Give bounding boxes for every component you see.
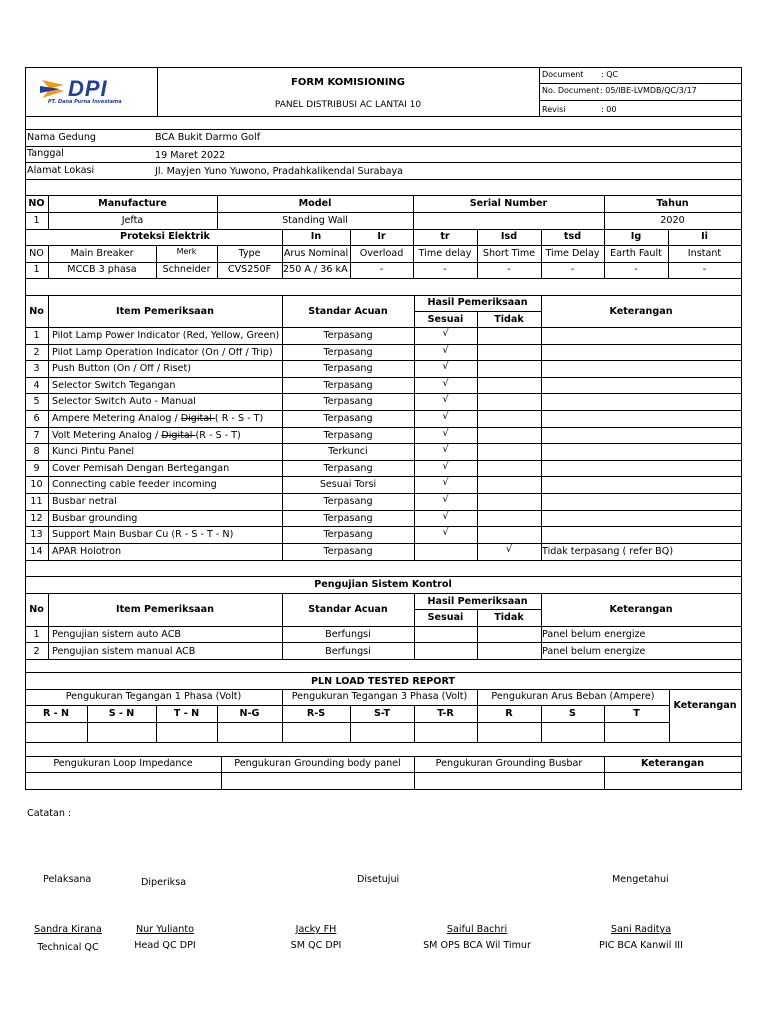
insp-row-no: 10 bbox=[30, 479, 43, 490]
insp-row-sesuai: √ bbox=[442, 511, 449, 522]
sub-header-time-delay-2: Time Delay bbox=[545, 248, 600, 259]
sig-role-diperiksa: Diperiksa bbox=[141, 877, 187, 888]
insp-row-standar: Terpasang bbox=[323, 513, 373, 524]
insp-row-item: APAR Holotron bbox=[52, 547, 122, 557]
insp-row-no: 5 bbox=[33, 396, 40, 407]
sub-row-instant: - bbox=[702, 264, 707, 275]
sig-title-3: SM QC DPI bbox=[290, 940, 342, 951]
insp-header-item: Item Pemeriksaan bbox=[116, 306, 214, 317]
insp-row-no: 9 bbox=[33, 463, 40, 474]
revisi-value: : 00 bbox=[601, 105, 617, 114]
ctrl-header-keterangan: Keterangan bbox=[609, 604, 673, 615]
sub-row-main-breaker: MCCB 3 phasa bbox=[67, 264, 137, 275]
insp-header-hasil: Hasil Pemeriksaan bbox=[427, 297, 528, 308]
insp-row-item: Kunci Pintu Panel bbox=[52, 447, 135, 457]
insp-row-item: Busbar grounding bbox=[52, 514, 138, 524]
insp-row-sesuai: √ bbox=[442, 527, 449, 538]
sub-row-time-delay-2: - bbox=[570, 264, 575, 275]
sub-header-short-time: Short Time bbox=[482, 248, 536, 259]
row-divider bbox=[25, 493, 742, 494]
insp-row-item: Connecting cable feeder incoming bbox=[52, 480, 217, 490]
pln-grounding-busbar: Pengukuran Grounding Busbar bbox=[435, 758, 583, 769]
prot-col-tr: tr bbox=[440, 231, 450, 242]
sig-name-3: Jacky FH bbox=[295, 924, 337, 935]
sig-name-2: Nur Yulianto bbox=[135, 924, 194, 935]
control-title: Pengujian Sistem Kontrol bbox=[314, 579, 452, 590]
insp-row-standar: Terpasang bbox=[323, 463, 373, 474]
pln-loop-impedance: Pengukuran Loop Impedance bbox=[53, 758, 193, 769]
ctrl-row-1-ket: Panel belum energize bbox=[542, 629, 646, 640]
insp-header-tidak: Tidak bbox=[494, 314, 524, 325]
insp-row-item: Cover Pemisah Dengan Bertegangan bbox=[52, 464, 230, 474]
ctrl-row-2-item: Pengujian sistem manual ACB bbox=[52, 646, 196, 657]
eq-header-serial: Serial Number bbox=[469, 198, 548, 209]
sub-header-earth-fault: Earth Fault bbox=[610, 248, 662, 259]
item-text-end: ( R - S - T) bbox=[214, 414, 264, 424]
pln-col-t-r: T-R bbox=[437, 708, 454, 719]
insp-row-standar: Terpasang bbox=[323, 347, 373, 358]
insp-row-sesuai: √ bbox=[442, 411, 449, 422]
prot-col-isd: Isd bbox=[500, 231, 518, 242]
insp-row-item: Busbar netral bbox=[52, 497, 117, 507]
ctrl-header-sesuai: Sesuai bbox=[427, 612, 464, 623]
pln-group-3phase: Pengukuran Tegangan 3 Phasa (Volt) bbox=[291, 691, 468, 702]
logo-text: DPI bbox=[68, 76, 108, 101]
pln-keterangan: Keterangan bbox=[673, 700, 737, 711]
sub-header-overload: Overload bbox=[359, 248, 404, 259]
prot-col-ir: Ir bbox=[377, 231, 386, 242]
nama-gedung-value: BCA Bukit Darmo Golf bbox=[155, 132, 261, 143]
insp-row-item: Pilot Lamp Power Indicator (Red, Yellow, Green) bbox=[52, 331, 280, 341]
tanggal-label: Tanggal bbox=[27, 148, 64, 159]
sig-name-4: Saiful Bachri bbox=[446, 924, 508, 935]
sig-role-pelaksana: Pelaksana bbox=[43, 874, 92, 885]
form-subtitle: PANEL DISTRIBUSI AC LANTAI 10 bbox=[274, 100, 422, 110]
ctrl-row-2-no: 2 bbox=[33, 646, 40, 657]
insp-row-item: Pilot Lamp Operation Indicator (On / Off / Trip) bbox=[52, 348, 273, 358]
sub-row-no: 1 bbox=[33, 264, 40, 275]
insp-row-sesuai: √ bbox=[442, 328, 449, 339]
insp-row-no: 14 bbox=[30, 546, 43, 557]
insp-row-sesuai: √ bbox=[442, 477, 449, 488]
insp-row-no: 1 bbox=[33, 330, 40, 341]
sig-name-1: Sandra Kirana bbox=[34, 924, 102, 935]
pln-grounding-body: Pengukuran Grounding body panel bbox=[234, 758, 401, 769]
insp-row-standar: Terpasang bbox=[323, 413, 373, 424]
sig-title-4: SM OPS BCA Wil Timur bbox=[423, 940, 531, 951]
eq-row-model: Standing Wall bbox=[282, 215, 348, 226]
insp-row-standar: Terpasang bbox=[323, 380, 373, 391]
insp-row-item bbox=[52, 431, 281, 441]
insp-header-keterangan: Keterangan bbox=[609, 306, 673, 317]
pln-col-r-s: R-S bbox=[306, 708, 326, 719]
tanggal-value: 19 Maret 2022 bbox=[155, 150, 226, 161]
insp-row-no: 8 bbox=[33, 446, 40, 457]
insp-row-item: Support Main Busbar Cu (R - S - T - N) bbox=[52, 530, 234, 540]
insp-row-sesuai: √ bbox=[442, 461, 449, 472]
ctrl-header-tidak: Tidak bbox=[494, 612, 524, 623]
insp-header-sesuai: Sesuai bbox=[427, 314, 464, 325]
sub-row-short-time: - bbox=[507, 264, 511, 275]
insp-row-no: 2 bbox=[33, 347, 40, 358]
insp-row-no: 12 bbox=[30, 513, 43, 524]
insp-row-no: 13 bbox=[30, 529, 43, 540]
sub-row-arus-nominal: 250 A / 36 kA bbox=[283, 265, 348, 275]
insp-row-tidak: √ bbox=[505, 544, 513, 555]
insp-row-item: Selector Switch Auto - Manual bbox=[52, 397, 196, 407]
item-struck-text: Digital bbox=[180, 414, 215, 424]
eq-header-model: Model bbox=[298, 198, 332, 209]
row-divider bbox=[25, 460, 742, 461]
alamat-label: Alamat Lokasi bbox=[27, 165, 95, 176]
pln-col-s-n: S - N bbox=[108, 708, 135, 719]
prot-col-in: In bbox=[310, 231, 322, 242]
protection-title: Proteksi Elektrik bbox=[120, 231, 210, 242]
ctrl-header-no: No bbox=[29, 604, 44, 615]
no-document-value: : 05/IBE-LVMDB/QC/3/17 bbox=[600, 86, 697, 95]
ctrl-row-1-standar: Berfungsi bbox=[325, 629, 371, 640]
pln-group-arus: Pengukuran Arus Beban (Ampere) bbox=[491, 691, 655, 702]
document-value: : QC bbox=[601, 70, 619, 79]
insp-row-sesuai: √ bbox=[442, 361, 449, 372]
prot-col-ig: Ig bbox=[630, 231, 642, 242]
logo-subtext: PT. Dana Purna Investama bbox=[48, 99, 122, 105]
catatan-label: Catatan : bbox=[27, 808, 72, 819]
revisi-label: Revisi bbox=[542, 105, 566, 114]
eq-header-tahun: Tahun bbox=[656, 198, 689, 209]
insp-row-item: Push Button (On / Off / Riset) bbox=[52, 364, 191, 374]
sub-row-earth-fault: - bbox=[634, 264, 638, 275]
ctrl-header-standar: Standar Acuan bbox=[308, 604, 388, 615]
eq-row-tahun: 2020 bbox=[660, 215, 685, 226]
ctrl-header-hasil: Hasil Pemeriksaan bbox=[427, 596, 528, 607]
eq-header-no: NO bbox=[28, 198, 45, 209]
insp-row-sesuai: √ bbox=[442, 428, 449, 439]
pln-col-r: R bbox=[505, 708, 513, 719]
pln-col-t-n: T - N bbox=[173, 708, 200, 719]
insp-row-no: 3 bbox=[33, 363, 40, 374]
insp-row-standar: Terpasang bbox=[323, 430, 373, 441]
sig-role-mengetahui: Mengetahui bbox=[612, 874, 669, 885]
sig-title-1: Technical QC bbox=[37, 942, 99, 953]
ctrl-header-item: Item Pemeriksaan bbox=[116, 604, 214, 615]
insp-row-standar: Sesuai Torsi bbox=[319, 479, 377, 490]
row-divider bbox=[25, 443, 742, 444]
pln-col-t: T bbox=[633, 708, 640, 719]
insp-row-standar: Terpasang bbox=[323, 330, 373, 341]
insp-row-item: Selector Switch Tegangan bbox=[52, 381, 176, 391]
sub-row-overload: - bbox=[379, 264, 384, 275]
insp-header-standar: Standar Acuan bbox=[308, 306, 388, 317]
row-divider bbox=[25, 476, 742, 477]
insp-row-standar: Terpasang bbox=[323, 529, 373, 540]
ctrl-row-2-ket: Panel belum energize bbox=[542, 646, 646, 657]
pln-keterangan-2: Keterangan bbox=[640, 758, 705, 769]
no-document-label: No. Document bbox=[542, 86, 600, 95]
insp-row-sesuai: √ bbox=[442, 444, 449, 455]
sig-name-5: Sani Raditya bbox=[610, 924, 672, 935]
insp-row-standar: Terpasang bbox=[323, 496, 373, 507]
prot-col-ii: Ii bbox=[701, 231, 708, 242]
sub-header-merk: Merk bbox=[176, 247, 197, 256]
insp-row-keterangan: Tidak terpasang ( refer BQ) bbox=[542, 546, 674, 557]
sub-header-instant: Instant bbox=[687, 248, 722, 259]
sub-header-arus-nominal: Arus Nominal bbox=[283, 248, 349, 259]
insp-row-sesuai: √ bbox=[442, 394, 449, 405]
insp-row-standar: Terpasang bbox=[323, 363, 373, 374]
eq-row-no: 1 bbox=[33, 215, 40, 226]
insp-row-sesuai: √ bbox=[442, 378, 449, 389]
sub-row-time-delay: - bbox=[443, 264, 447, 275]
insp-row-no: 4 bbox=[33, 380, 40, 391]
sub-header-type: Type bbox=[238, 248, 261, 259]
row-divider bbox=[25, 377, 742, 378]
row-divider bbox=[25, 410, 742, 411]
insp-row-no: 6 bbox=[33, 413, 40, 424]
insp-row-no: 11 bbox=[30, 496, 43, 507]
item-text: Ampere Metering Analog / bbox=[52, 414, 181, 424]
row-divider bbox=[25, 543, 742, 544]
insp-row-sesuai: √ bbox=[442, 494, 449, 505]
dpi-logo bbox=[38, 76, 148, 106]
alamat-value: Jl. Mayjen Yuno Yuwono, Pradahkalikendal Surabaya bbox=[155, 166, 404, 177]
sub-header-time-delay: Time delay bbox=[418, 248, 472, 259]
pln-col-s-t: S-T bbox=[373, 708, 391, 719]
form-title: FORM KOMISIONING bbox=[290, 77, 406, 88]
insp-row-item bbox=[52, 414, 281, 424]
row-divider bbox=[25, 344, 742, 345]
eq-row-manufacture: Jefta bbox=[121, 215, 144, 226]
pln-title: PLN LOAD TESTED REPORT bbox=[311, 676, 455, 687]
row-divider bbox=[25, 393, 742, 394]
insp-row-standar: Terpasang bbox=[323, 546, 373, 557]
nama-gedung-label: Nama Gedung bbox=[27, 132, 97, 143]
sub-header-no: NO bbox=[29, 248, 44, 259]
ctrl-row-1-item: Pengujian sistem auto ACB bbox=[52, 629, 181, 640]
pln-group-1phase: Pengukuran Tegangan 1 Phasa (Volt) bbox=[65, 691, 242, 702]
document-label: Document bbox=[542, 70, 584, 79]
row-divider bbox=[25, 526, 742, 527]
row-divider bbox=[25, 427, 742, 428]
row-divider bbox=[25, 510, 742, 511]
prot-col-tsd: tsd bbox=[563, 231, 582, 242]
ctrl-row-2-standar: Berfungsi bbox=[325, 646, 371, 657]
insp-row-standar: Terpasang bbox=[323, 396, 373, 407]
pln-col-n-g: N-G bbox=[239, 708, 260, 719]
sig-title-5: PIC BCA Kanwil III bbox=[599, 940, 683, 951]
item-text-end: (R - S - T) bbox=[195, 431, 241, 441]
item-text: Volt Metering Analog / bbox=[52, 431, 162, 441]
ctrl-row-1-no: 1 bbox=[33, 629, 40, 640]
insp-header-no: No bbox=[29, 306, 44, 317]
pln-col-s: S bbox=[569, 708, 576, 719]
sub-row-type: CVS250F bbox=[227, 264, 272, 275]
sub-header-main-breaker: Main Breaker bbox=[70, 248, 134, 259]
item-struck-text: Digital bbox=[161, 431, 196, 441]
sub-row-merk: Schneider bbox=[162, 264, 211, 275]
insp-row-no: 7 bbox=[33, 430, 40, 441]
sig-title-2: Head QC DPI bbox=[134, 940, 196, 951]
sig-role-disetujui: Disetujui bbox=[357, 874, 400, 885]
row-divider bbox=[25, 360, 742, 361]
insp-row-sesuai: √ bbox=[442, 345, 449, 356]
eq-header-manufacture: Manufacture bbox=[98, 198, 167, 209]
insp-row-standar: Terkunci bbox=[328, 446, 368, 457]
pln-col-r-n: R - N bbox=[42, 708, 70, 719]
